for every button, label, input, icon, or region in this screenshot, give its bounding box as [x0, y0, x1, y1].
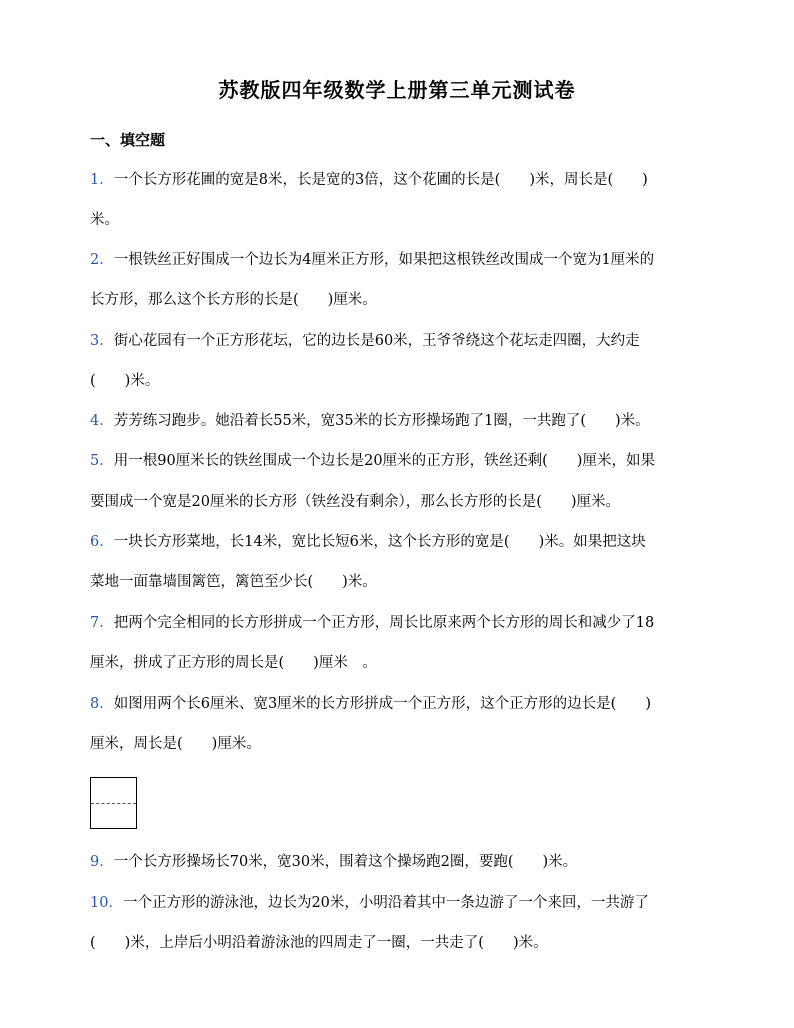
question-3-line-2: ( )米。: [90, 373, 160, 389]
question-5-line-2: 要围成一个宽是20厘米的长方形（铁丝没有剩余），那么长方形的长是( )厘米。: [90, 494, 621, 510]
question-7-line-1: [90, 614, 654, 632]
square-figure: [90, 777, 137, 829]
question-number: 4．: [90, 413, 114, 429]
question-number: 8．: [90, 696, 114, 712]
question-5-line-1: [90, 452, 655, 470]
question-7-line-2: 厘米，拼成了正方形的周长是( )厘米 。: [90, 655, 377, 671]
question-6-line-1: [90, 533, 646, 551]
question-3-line-1: [90, 332, 640, 350]
question-6-line-2: 菜地一面靠墙围篱笆，篱笆至少长( )米。: [90, 574, 377, 590]
question-number: 7．: [90, 615, 114, 631]
question-8-line-1: [90, 695, 651, 713]
question-text: 芳芳练习跑步。她沿着长55米，宽35米的长方形操场跑了1圈，一共跑了( )米。: [113, 413, 650, 429]
question-number: 5．: [90, 453, 114, 469]
question-10-line-1: [90, 894, 649, 912]
question-2-line-2: 长方形，那么这个长方形的长是( )厘米。: [90, 292, 377, 308]
question-number: 9．: [90, 854, 114, 870]
question-number: 10．: [90, 895, 123, 911]
question-9-line-1: [90, 853, 577, 871]
question-text: 一根铁丝正好围成一个边长为4厘米正方形，如果把这根铁丝改围成一个宽为1厘米的: [113, 252, 655, 268]
question-text: 用一根90厘米长的铁丝围成一个边长是20厘米的正方形，铁丝还剩( )厘米，如果: [113, 453, 655, 469]
question-text: 一块长方形菜地，长14米，宽比长短6米，这个长方形的宽是( )米。如果把这块: [113, 534, 646, 550]
question-1-line-1: [90, 171, 648, 189]
question-text: 街心花园有一个正方形花坛，它的边长是60米，王爷爷绕这个花坛走四圈，大约走: [113, 333, 640, 349]
question-4-line-1: [90, 412, 650, 430]
question-number: 1．: [90, 172, 114, 188]
question-10-line-2: ( )米，上岸后小明沿着游泳池的四周走了一圈，一共走了( )米。: [90, 935, 548, 951]
question-text: 一个长方形花圃的宽是8米，长是宽的3倍，这个花圃的长是( )米，周长是( ): [113, 172, 648, 188]
question-2-line-1: [90, 251, 654, 269]
question-8-line-2: 厘米，周长是( )厘米。: [90, 736, 261, 752]
question-1-line-2: 米。: [90, 212, 119, 228]
section-heading: 一、填空题: [90, 131, 166, 149]
page-title: 苏教版四年级数学上册第三单元测试卷: [218, 78, 576, 102]
question-number: 3．: [90, 333, 114, 349]
question-text: 如图用两个长6厘米、宽3厘米的长方形拼成一个正方形，这个正方形的边长是( ): [113, 696, 651, 712]
question-number: 6．: [90, 534, 114, 550]
question-text: 把两个完全相同的长方形拼成一个正方形，周长比原来两个长方形的周长和减少了18: [113, 615, 655, 631]
question-number: 2．: [90, 252, 114, 268]
question-text: 一个长方形操场长70米，宽30米，围着这个操场跑2圈，要跑( )米。: [113, 854, 578, 870]
dashed-divider: [91, 803, 136, 804]
question-text: 一个正方形的游泳池，边长为20米，小明沿着其中一条边游了一个来回，一共游了: [122, 895, 649, 911]
